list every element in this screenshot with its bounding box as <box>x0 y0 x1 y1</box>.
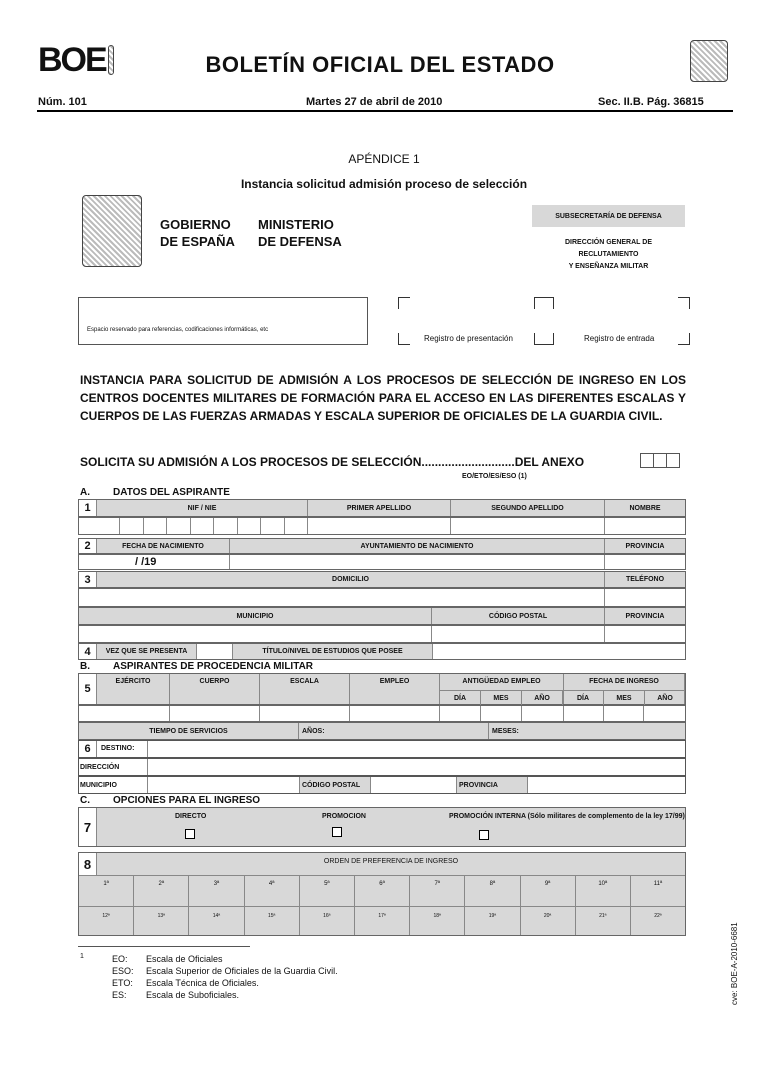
telefono-label: TELÉFONO <box>625 576 665 583</box>
row-7 <box>78 807 686 847</box>
ejercito-input[interactable] <box>79 706 170 721</box>
ministry-line-2: DE DEFENSA <box>258 234 342 249</box>
row-3-inputs <box>78 588 686 607</box>
instancia-title: INSTANCIA PARA SOLICITUD DE ADMISIÓN A LOS PROCESOS DE SELECCIÓN DE INGRESO EN LOS CENTROS DOCENTES MILITARES DE FORMACIÓN PARA EL ACCESO EN LAS DIFERENTES ESCALAS Y CUERPOS DE LAS FUERZAS ARMADAS Y ESCALA SUPERIOR DE OFICIALES DE LA GUARDIA CIVIL. <box>80 373 686 423</box>
vez-input[interactable] <box>197 644 233 659</box>
pref-13[interactable]: 13ª <box>134 907 189 935</box>
gov-line-2: DE ESPAÑA <box>160 234 235 249</box>
cp-6-label: CÓDIGO POSTAL <box>299 777 370 793</box>
footnote-mark: 1 <box>80 953 84 960</box>
promocion-checkbox[interactable] <box>332 827 342 837</box>
row-6-destino <box>78 740 686 758</box>
cuerpo-label: CUERPO <box>170 674 260 704</box>
direccion-row <box>78 758 686 776</box>
row-5-inputs <box>78 705 686 722</box>
subsecretaria-box: SUBSECRETARÍA DE DEFENSA <box>532 205 685 227</box>
nif-label: NIF / NIE <box>97 500 308 516</box>
ministry-line-1: MINISTERIO <box>258 217 334 232</box>
reserved-space-label: Espacio reservado para referencias, codificaciones informáticas, etc <box>87 327 269 333</box>
direccion-general <box>532 237 685 273</box>
destino-input[interactable] <box>147 741 685 757</box>
nif-input[interactable] <box>97 518 308 534</box>
footnote-divider <box>78 946 250 947</box>
row-1-inputs <box>78 517 686 535</box>
orden-preferencia-label: ORDEN DE PREFERENCIA DE INGRESO <box>323 858 459 865</box>
escala-input[interactable] <box>260 706 350 721</box>
dir-line-2: RECLUTAMIENTO <box>578 251 639 258</box>
row-4-number: 4 <box>79 644 97 659</box>
segundo-apellido-input[interactable] <box>451 518 605 534</box>
directo-checkbox[interactable] <box>185 829 195 839</box>
empleo-label: EMPLEO <box>350 674 440 704</box>
preference-row-2 <box>79 906 685 935</box>
direccion-label: DIRECCIÓN <box>80 764 120 771</box>
pref-19[interactable]: 19ª <box>465 907 520 935</box>
registro-entrada-box[interactable] <box>534 297 690 345</box>
municipio-row <box>78 776 686 794</box>
titulo-input[interactable] <box>433 644 685 659</box>
ingreso-dia-input[interactable] <box>564 706 604 721</box>
provincia-6-input[interactable] <box>527 777 685 793</box>
vez-label: VEZ QUE SE PRESENTA <box>97 644 197 659</box>
registro-entrada-label: Registro de entrada <box>584 334 655 343</box>
telefono-input[interactable] <box>605 589 685 606</box>
municipio-input[interactable] <box>79 626 432 642</box>
row-2-inputs <box>78 554 686 570</box>
ingreso-mes-input[interactable] <box>604 706 644 721</box>
anexo-note: EO/ETO/ES/ESO (1) <box>462 473 527 480</box>
provincia-input[interactable] <box>605 555 685 569</box>
row-8-number: 8 <box>79 853 97 875</box>
fecha-nacimiento-label: FECHA DE NACIMIENTO <box>97 539 230 553</box>
row-5-number: 5 <box>79 674 97 704</box>
appendix-subtitle: Instancia solicitud admisión proceso de selección <box>240 177 528 191</box>
section-a-letter: A. <box>80 487 90 498</box>
row-3-header <box>78 571 686 588</box>
pref-7[interactable]: 7ª <box>410 876 465 906</box>
servicios-row <box>78 722 686 740</box>
page-title: BOLETÍN OFICIAL DEL ESTADO <box>205 52 555 77</box>
municipio-6-label: MUNICIPIO <box>80 782 117 789</box>
cuerpo-input[interactable] <box>170 706 260 721</box>
pref-14[interactable]: 14ª <box>189 907 244 935</box>
cp-6-input[interactable] <box>370 777 456 793</box>
row-2-header <box>78 538 686 554</box>
row-5-header <box>78 673 686 705</box>
meses-field[interactable]: MESES: <box>492 727 519 735</box>
pref-6[interactable]: 6ª <box>355 876 410 906</box>
spain-coat-of-arms-icon <box>82 195 142 267</box>
antig-mes-label: MES <box>481 691 522 706</box>
antig-dia-label: DÍA <box>440 691 481 706</box>
promocion-label: PROMOCION <box>322 813 366 820</box>
provincia-2-input[interactable] <box>605 626 685 642</box>
segundo-apellido-label: SEGUNDO APELLIDO <box>451 500 605 516</box>
row-7-number: 7 <box>79 808 97 846</box>
pref-17[interactable]: 17ª <box>355 907 410 935</box>
ingreso-ano-label: AÑO <box>657 695 673 702</box>
fecha-ingreso-label: FECHA DE INGRESO <box>564 674 685 704</box>
row-4 <box>78 643 686 660</box>
pref-20[interactable]: 20ª <box>521 907 576 935</box>
boe-logo-text: BOE <box>38 41 106 79</box>
pref-16[interactable]: 16ª <box>300 907 355 935</box>
row-3b-inputs <box>78 625 686 643</box>
row-3-number: 3 <box>79 572 97 587</box>
ingreso-ano-input[interactable] <box>644 706 685 721</box>
date-subheaders <box>440 690 685 706</box>
tiempo-servicios-label: TIEMPO DE SERVICIOS <box>79 723 299 739</box>
pref-3[interactable]: 3ª <box>189 876 244 906</box>
fecha-nacimiento-input[interactable]: / /19 <box>97 555 230 569</box>
section-a-title: DATOS DEL ASPIRANTE <box>113 487 230 498</box>
boe-logo <box>38 42 114 78</box>
pref-4[interactable]: 4ª <box>245 876 300 906</box>
row-6-number: 6 <box>79 741 97 757</box>
pref-12[interactable]: 12ª <box>79 907 134 935</box>
coat-of-arms-icon <box>690 40 728 82</box>
row-1-number: 1 <box>79 500 97 516</box>
row-3b-header <box>78 607 686 625</box>
titulo-label: TÍTULO/NIVEL DE ESTUDIOS QUE POSEE <box>233 644 433 659</box>
fn-desc-eto: Escala Técnica de Oficiales. <box>146 978 259 988</box>
section-c-letter: C. <box>80 795 90 806</box>
direccion-input[interactable] <box>147 759 685 775</box>
antig-ano-label: AÑO <box>522 691 563 706</box>
pref-5[interactable]: 5ª <box>300 876 355 906</box>
fn-desc-eo: Escala de Oficiales <box>146 954 223 964</box>
appendix-title: APÉNDICE 1 <box>348 152 420 166</box>
fn-desc-eso: Escala Superior de Oficiales de la Guardia Civil. <box>146 966 338 976</box>
nombre-label: NOMBRE <box>629 504 661 512</box>
primer-apellido-input[interactable] <box>308 518 451 534</box>
ingreso-mes-label: MES <box>604 691 645 706</box>
pref-10[interactable]: 10ª <box>576 876 631 906</box>
ayuntamiento-input[interactable] <box>230 555 605 569</box>
empleo-input[interactable] <box>350 706 440 721</box>
promocion-interna-label: PROMOCIÓN INTERNA (Sólo militares de complemento de la ley 17/99) <box>449 813 685 820</box>
solicita-line: SOLICITA SU ADMISIÓN A LOS PROCESOS DE SELECCIÓN............................DEL ANEXO <box>80 455 585 469</box>
government-label <box>160 216 235 250</box>
ejercito-label: EJÉRCITO <box>97 674 170 704</box>
section-page: Sec. II.B. Pág. 36815 <box>598 96 704 108</box>
pref-15[interactable]: 15ª <box>245 907 300 935</box>
destino-label: DESTINO: <box>101 745 135 752</box>
issue-number: Núm. 101 <box>38 96 87 108</box>
ayuntamiento-label: AYUNTAMIENTO DE NACIMIENTO <box>230 539 605 553</box>
dir-line-3: Y ENSEÑANZA MILITAR <box>568 263 649 270</box>
ministry-label <box>258 216 342 250</box>
gov-line-1: GOBIERNO <box>160 217 231 232</box>
pref-18[interactable]: 18ª <box>410 907 465 935</box>
fn-code-es: ES: <box>112 990 127 1000</box>
promocion-interna-checkbox[interactable] <box>479 830 489 840</box>
section-c-title: OPCIONES PARA EL INGRESO <box>113 795 261 806</box>
registro-presentacion-box[interactable] <box>398 297 554 345</box>
provincia-2-label: PROVINCIA <box>625 612 665 620</box>
fn-code-eto: ETO: <box>112 978 133 988</box>
nombre-input[interactable] <box>605 518 685 534</box>
provincia-label: PROVINCIA <box>625 542 665 550</box>
ingreso-dia-label: DÍA <box>563 691 604 706</box>
pref-8[interactable]: 8ª <box>465 876 520 906</box>
issue-date: Martes 27 de abril de 2010 <box>306 96 443 108</box>
boe-crest-icon <box>108 45 114 75</box>
section-b-letter: B. <box>80 661 90 672</box>
pref-21[interactable]: 21ª <box>576 907 631 935</box>
codigo-postal-label: CÓDIGO POSTAL <box>432 608 605 624</box>
domicilio-input[interactable] <box>79 589 605 606</box>
section-b-title: ASPIRANTES DE PROCEDENCIA MILITAR <box>113 661 314 672</box>
antiguedad-label: ANTIGÜEDAD EMPLEO <box>440 674 564 704</box>
registro-presentacion-label: Registro de presentación <box>424 334 513 343</box>
escala-label: ESCALA <box>260 674 350 704</box>
anos-field[interactable]: AÑOS: <box>299 723 489 739</box>
municipio-6-input[interactable] <box>147 777 299 793</box>
pref-2[interactable]: 2ª <box>134 876 189 906</box>
fn-code-eo: EO: <box>112 954 128 964</box>
municipio-label: MUNICIPIO <box>79 608 432 624</box>
fn-desc-es: Escala de Suboficiales. <box>146 990 240 1000</box>
antig-ano-input[interactable] <box>522 706 564 721</box>
anexo-code-boxes[interactable] <box>640 453 680 468</box>
codigo-postal-input[interactable] <box>432 626 605 642</box>
antig-dia-input[interactable] <box>440 706 481 721</box>
pref-22[interactable]: 22ª <box>654 913 662 919</box>
directo-label: DIRECTO <box>175 813 207 820</box>
cve-code: cve: BOE-A-2010-6681 <box>730 922 739 1005</box>
pref-9[interactable]: 9ª <box>521 876 576 906</box>
domicilio-label: DOMICILIO <box>97 572 605 587</box>
dir-line-1: DIRECCIÓN GENERAL DE <box>565 239 652 246</box>
pref-11[interactable]: 11ª <box>653 881 663 887</box>
reserved-space-box[interactable] <box>78 297 368 345</box>
footnote-list <box>112 953 338 1001</box>
header-divider <box>37 110 733 112</box>
primer-apellido-label: PRIMER APELLIDO <box>308 500 451 516</box>
row-1-header <box>78 499 686 517</box>
fn-code-eso: ESO: <box>112 966 134 976</box>
antig-mes-input[interactable] <box>481 706 522 721</box>
row-2-number: 2 <box>79 539 97 553</box>
preference-row-1 <box>79 875 685 906</box>
row-8 <box>78 852 686 936</box>
pref-1[interactable]: 1ª <box>79 876 134 906</box>
provincia-6-label: PROVINCIA <box>456 777 527 793</box>
